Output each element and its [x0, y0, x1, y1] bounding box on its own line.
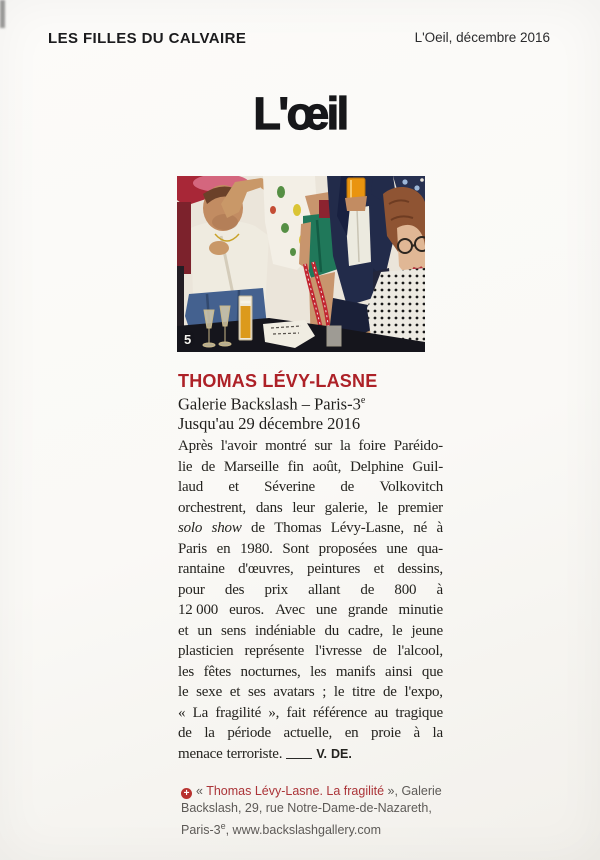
- photo-caption-number: 5: [184, 332, 192, 347]
- body-line: menace terroriste. V. DE.: [178, 745, 352, 762]
- article-venue: Galerie Backslash – Paris-3e: [178, 394, 366, 414]
- body-line: « La fragilité », fait référence au tragique: [178, 704, 443, 721]
- body-line: le sexe et ses avatars ; le titre de l'expo,: [178, 684, 443, 700]
- gallery-name: LES FILLES DU CALVAIRE: [48, 30, 247, 47]
- footer-line: Paris-3e, www.backslashgallery.com: [181, 820, 381, 837]
- article-dates: Jusqu'au 29 décembre 2016: [178, 414, 361, 433]
- body-line: pour des prix allant de 800 à: [178, 581, 443, 598]
- loeil-magazine-logo: L'œil: [253, 88, 347, 139]
- body-line: plasticien représente l'ivresse de l'alcool,: [178, 643, 443, 659]
- article-title: THOMAS LÉVY-LASNE: [178, 371, 378, 391]
- article-photo: [177, 176, 425, 352]
- body-line: Après l'avoir montré sur la foire Paréido-: [178, 438, 443, 454]
- body-line: orchestrent, dans leur galerie, le premier: [178, 499, 443, 516]
- footer-line: + « Thomas Lévy-Lasne. La fragilité », Galerie: [181, 783, 442, 800]
- article-subtitles: [178, 391, 365, 434]
- body-line: de la période actuelle, en proie à la: [178, 725, 443, 741]
- body-line: 12 000 euros. Avec une grande minutie: [178, 602, 443, 618]
- article-body: [178, 436, 443, 764]
- body-line: lie de Marseille fin août, Delphine Guil-: [178, 458, 443, 475]
- venue-superscript: e: [360, 395, 366, 406]
- footer-reference: [181, 783, 442, 839]
- body-line: solo show de Thomas Lévy-Lasne, né à: [178, 520, 443, 536]
- publication-and-date: L'Oeil, décembre 2016: [414, 30, 550, 45]
- scan-edge-artifact: [0, 0, 5, 28]
- footer-line: Backslash, 29, rue Notre-Dame-de-Nazareth,: [181, 801, 432, 816]
- body-line: laud et Séverine de Volkovitch: [178, 479, 443, 495]
- party-scene-painting: [177, 176, 425, 352]
- body-line: les fêtes nocturnes, les manifs ainsi que: [178, 663, 443, 680]
- body-line: rantaine d'œuvres, peintures et dessins,: [178, 561, 443, 577]
- body-line: et un sens indéniable du cadre, le jeune: [178, 622, 443, 639]
- plus-circle-icon: +: [181, 788, 192, 799]
- byline-dash-rule: [286, 757, 312, 759]
- body-line: Paris en 1980. Sont proposées une qua-: [178, 540, 443, 557]
- page-header: [48, 30, 550, 47]
